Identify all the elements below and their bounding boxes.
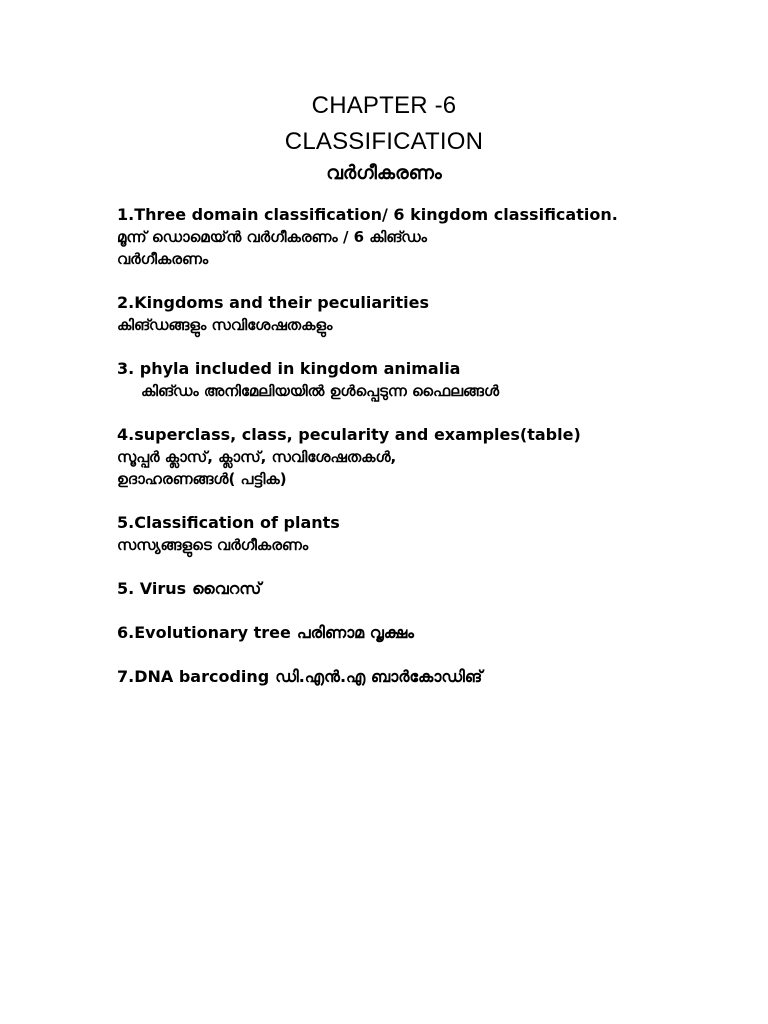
chapter-header <box>0 88 768 186</box>
topic-list <box>117 204 757 710</box>
topic-heading: 1.Three domain classification/ 6 kingdom classification. <box>117 205 618 224</box>
topic-line <box>117 578 757 600</box>
topic-item-5 <box>117 512 757 556</box>
topic-heading: 3. phyla included in kingdom animalia <box>117 359 461 378</box>
topic-heading: 5. Virus <box>117 579 187 598</box>
topic-malayalam-line: സൂപ്പർ ക്ലാസ്, ക്ലാസ്, സവിശേഷതകൾ, <box>117 448 397 466</box>
topic-item-1 <box>117 204 757 270</box>
chapter-title: CLASSIFICATION <box>284 128 484 155</box>
topic-item-3 <box>117 358 757 402</box>
topic-malayalam: ഡി.എൻ.എ ബാർകോഡിങ് <box>275 667 483 686</box>
topic-heading: 2.Kingdoms and their peculiarities <box>117 293 430 312</box>
topic-malayalam: വൈറസ് <box>192 579 262 598</box>
chapter-title-malayalam: വർഗീകരണം <box>326 162 442 184</box>
topic-malayalam-line: കിങ്ഡങ്ങളും സവിശേഷതകളും <box>117 316 333 334</box>
topic-malayalam-line: മൂന്ന് ഡൊമെയ്ൻ വർഗീകരണം / 6 കിങ്ഡം <box>117 228 427 246</box>
topic-item-4 <box>117 424 757 490</box>
chapter-number: CHAPTER -6 <box>311 92 457 119</box>
topic-line <box>117 622 757 644</box>
topic-item-8 <box>117 666 757 688</box>
topic-heading: 7.DNA barcoding <box>117 667 270 686</box>
topic-malayalam-line: കിങ്ഡം അനിമേലിയയിൽ ഉൾപ്പെടുന്ന ഫൈലങ്ങൾ <box>141 382 499 400</box>
topic-malayalam-line: വർഗീകരണം <box>117 250 209 268</box>
topic-heading: 5.Classification of plants <box>117 513 340 532</box>
topic-malayalam: പരിണാമ വൃക്ഷം <box>296 623 414 642</box>
topic-heading: 6.Evolutionary tree <box>117 623 291 642</box>
topic-malayalam-line: ഉദാഹരണങ്ങൾ( പട്ടിക) <box>117 470 287 488</box>
topic-item-2 <box>117 292 757 336</box>
topic-item-7 <box>117 622 757 644</box>
topic-item-6 <box>117 578 757 600</box>
topic-malayalam-line: സസ്യങ്ങളുടെ വർഗീകരണം <box>117 536 309 554</box>
topic-heading: 4.superclass, class, pecularity and examples(table) <box>117 425 581 444</box>
topic-line <box>117 666 757 688</box>
